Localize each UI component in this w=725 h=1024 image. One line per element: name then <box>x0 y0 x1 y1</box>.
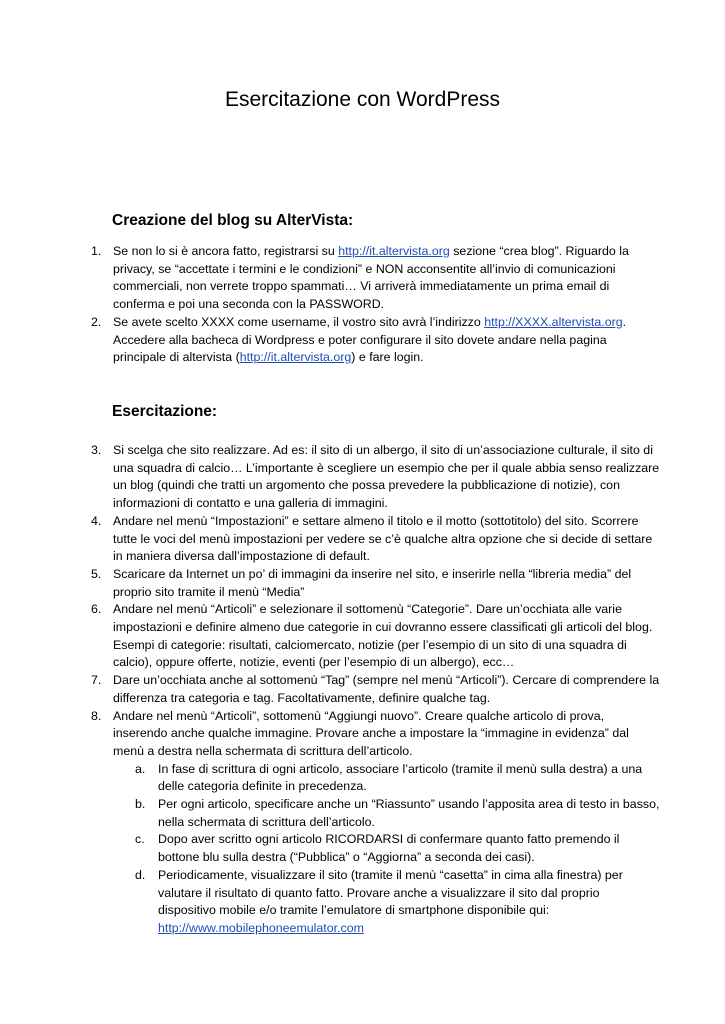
list-item <box>0 243 660 314</box>
list-item <box>0 601 660 672</box>
item-text: Dare un’occhiata anche al sottomenù “Tag” (sempre nel menù “Articoli”). Cercare di comprendere la differenza tra categoria e tag. Facoltativamente, definire qualche tag. <box>113 673 660 705</box>
sub-list <box>113 761 660 938</box>
list-number: 8. <box>91 708 102 723</box>
list-number: 2. <box>91 314 102 329</box>
list-item <box>0 566 660 601</box>
altervista-link[interactable]: http://it.altervista.org <box>338 244 450 258</box>
item-text: Si scelga che sito realizzare. Ad es: il sito di un albergo, il sito di un’associazione culturale, il sito di una squadra di calcio… L’importante è scegliere un esempio che per il quale abbia senso realizzare un blog (quindi che tratti un argomento che possa prevedere la pubblicazione di notizie), con informazioni di contatto e una galleria di immagini. <box>113 443 660 511</box>
item-text: . Accedere alla bacheca di Wordpress e poter configurare il sito dovete andare nella pagina principale di altervista ( <box>113 314 627 365</box>
sub-item-text: Periodicamente, visualizzare il sito (tramite il menù “casetta” in cima alla finestra) per valutare il risultato di quanto fatto. Provare anche a visualizzare il sito dal proprio dispositivo mobile e/o tramite l’emulatore di smartphone disponibile qui: <box>158 867 623 918</box>
list-item <box>0 513 660 566</box>
item-text: Andare nel menù “Impostazioni” e settare almeno il titolo e il motto (sottotitolo) del sito. Scorrere tutte le voci del menù impostazioni per vedere se c’è qualche altra opzione che si decide di settare in maniera diversa dall’impostazione di default. <box>113 513 653 564</box>
creazione-list <box>0 243 660 367</box>
sub-list-item <box>113 831 660 866</box>
sub-list-letter: a. <box>135 761 146 776</box>
item-text: Se avete scelto XXXX come username, il vostro sito avrà l’indirizzo <box>113 314 485 329</box>
list-item <box>0 314 660 367</box>
sub-list-letter: d. <box>135 867 146 882</box>
page-title: Esercitazione con WordPress <box>224 88 501 111</box>
sub-list-item <box>113 867 660 938</box>
sub-list-item <box>113 761 660 796</box>
list-number: 6. <box>91 602 102 617</box>
item-text: Se non lo si è ancora fatto, registrarsi su <box>113 244 339 258</box>
list-item <box>0 442 660 513</box>
sub-list-letter: b. <box>135 797 146 812</box>
sub-item-text: Per ogni articolo, specificare anche un “Riassunto” usando l’apposita area di testo in basso, nella schermata di scrittura dell’articolo. <box>158 797 660 829</box>
item-text: Andare nel menù “Articoli” e selezionare il sottomenù “Categorie”. Dare un’occhiata alle varie impostazioni e definire almeno due categorie in cui dovranno essere classificati gli articoli del blog. Esempi di categorie: risultati, calciomercato, notizie (per l’esempio di un sito di una squadra di calcio), oppure offerte, notizie, eventi (per l’esempio di un albergo), ecc… <box>113 602 653 670</box>
list-item <box>0 708 660 938</box>
item-text: sezione “crea blog”. Riguardo la privacy, se “accettate i termini e le condizioni” e NON acconsentite all’invio di comunicazioni commerciali, non verrete troppo spammati… Vi arriverà immediatamente un prima email di conferma e poi una seconda con la PASSWORD. <box>113 244 629 312</box>
item-text: Scaricare da Internet un po’ di immagini da inserire nel sito, e inserirle nella “libreria media” del proprio sito tramite il menù “Media” <box>113 566 632 599</box>
sub-list-item <box>113 796 660 831</box>
sub-item-text: In fase di scrittura di ogni articolo, associare l’articolo (tramite il menù sulla destra) a una delle categoria definite in precedenza. <box>158 761 643 794</box>
item-text: Andare nel menù “Articoli”, sottomenù “Aggiungi nuovo”. Creare qualche articolo di prova, inserendo anche qualche immagine. Provare anche a impostare la “immagine in evidenza” dal menù a destra nella schermata di scrittura dell’articolo. <box>113 708 629 758</box>
sub-list-letter: c. <box>135 832 145 847</box>
sub-item-text: Dopo aver scritto ogni articolo RICORDARSI di confermare quanto fatto premendo il bottone blu sulla destra (“Pubblica” o “Aggiorna” a seconda dei casi). <box>158 832 620 865</box>
esercitazione-list <box>0 442 660 938</box>
list-number: 5. <box>91 566 102 581</box>
section-heading-esercitazione: Esercitazione: <box>112 403 218 420</box>
altervista-link[interactable]: http://it.altervista.org <box>239 350 352 365</box>
item-text: ) e fare login. <box>351 350 424 365</box>
emulator-link[interactable]: http://www.mobilephoneemulator.com <box>158 920 364 935</box>
list-number: 3. <box>91 443 102 457</box>
list-number: 4. <box>91 513 102 528</box>
list-number: 7. <box>91 673 102 688</box>
section-heading-creazione: Creazione del blog su AlterVista: <box>112 212 354 229</box>
xxxx-altervista-link[interactable]: http://XXXX.altervista.org <box>484 314 623 329</box>
list-item <box>0 672 660 707</box>
list-number: 1. <box>91 244 102 258</box>
